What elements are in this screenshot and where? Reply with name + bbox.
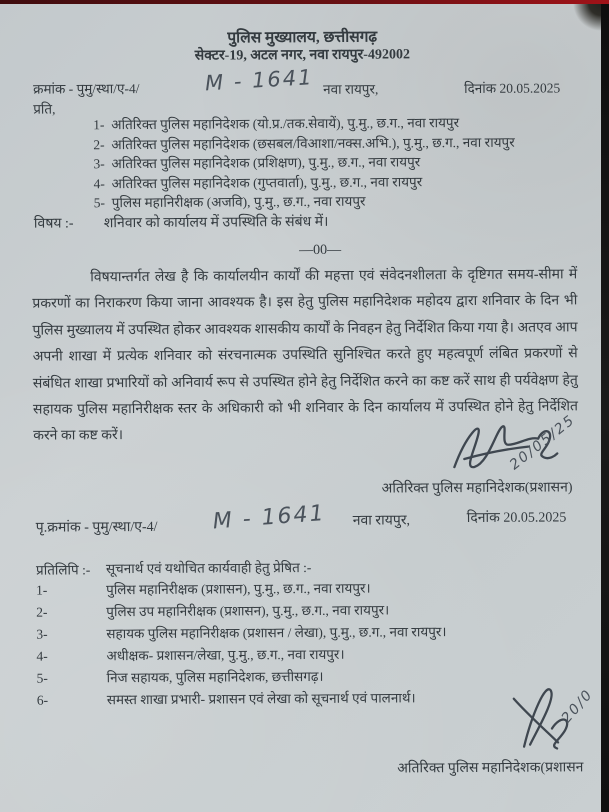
copy-item-number: 3- xyxy=(36,626,48,642)
copy-item-number: 2- xyxy=(36,604,48,620)
ref-place: नवा रायपुर, xyxy=(323,81,379,97)
copy-item-text: अधीक्षक- प्रशासन/लेखा, पु.मु., छ.ग., नवा रायपुर। xyxy=(106,646,345,664)
org-name: पुलिस मुख्यालय, छत्तीसगढ़ xyxy=(227,28,378,47)
copy-to-label: प्रतिलिपि :- xyxy=(35,562,91,578)
recipient-text: अतिरिक्त पुलिस महानिदेशक (गुप्तवार्ता), पु.मु., छ.ग., नवा रायपुर xyxy=(111,173,423,191)
body-paragraph: विषयान्तर्गत लेख है कि कार्यालयीन कार्यों की महत्ता एवं संवेदनशीलता के दृष्टिगत समय-सीमा में प्रकरणों का निराकरण किया जाना आवश्यक है। इस हेतु पुलिस महानिदेशक महोदय द्वारा शनिवार के दिन भी पुलिस मुख्यालय में उपस्थित होकर आवश्यक शासकीय कार्यों के निवहन हेतु निर्देशित किया गया है। अतएव आप अपनी शाखा में प्रत्येक शनिवार को संरचनात्मक उपस्थिति सुनिश्चित करते हुए महत्वपूर्ण लंबित प्रकरणों से संबंधित शाखा प्रभारियों को अनिवार्य रूप से उपस्थित होने हेतु निर्देशित करने का कष्ट करें साथ ही पर्यवेक्षण हेतु सहायक पुलिस महानिरीक्षक स्तर के अधिकारी को भी शनिवार के दिन कार्यालय में उपस्थित होने हेतु निर्देशित करने का कष्ट करें। xyxy=(32,267,579,445)
recipient-row xyxy=(94,172,423,192)
copy-to-intro: सूचनार्थ एवं यथोचित कार्यवाही हेतु प्रेषित :- xyxy=(105,559,312,577)
scan-top-red-edge xyxy=(0,0,609,4)
copy-item-text: पुलिस महानिरीक्षक (प्रशासन), पु.मु., छ.ग., नवा रायपुर। xyxy=(106,580,371,598)
copy-item-text: सहायक पुलिस महानिरीक्षक (प्रशासन / लेखा), पु.मु., छ.ग., नवा रायपुर। xyxy=(106,624,447,642)
signatory-designation-bottom: अतिरिक्त पुलिस महानिदेशक(प्रशासन xyxy=(397,760,584,777)
recipient-number: 5- xyxy=(93,195,106,211)
org-address: सेक्टर-19, अटल नगर, नवा रायपुर-492002 xyxy=(194,47,410,64)
signatory-designation: अतिरिक्त पुलिस महानिदेशक(प्रशासन) xyxy=(381,480,573,497)
scan-right-black-edge xyxy=(601,0,609,812)
recipient-number: 1- xyxy=(93,117,105,133)
recipient-text: पुलिस महानिरीक्षक (अजवि), पु.मु., छ.ग., नवा रायपुर xyxy=(111,193,366,211)
subject-label: विषय :- xyxy=(33,216,74,232)
recipient-number: 3- xyxy=(93,156,105,172)
recipient-text: अतिरिक्त पुलिस महानिदेशक (छसबल/विआशा/नक्स.अभि.), पु.मु., छ.ग., नवा रायपुर xyxy=(111,134,515,152)
ref-number-handwritten: M - 1641 xyxy=(204,65,315,96)
to-label: प्रति, xyxy=(33,101,56,117)
separator-mark: —00— xyxy=(299,242,342,259)
recipient-number: 4- xyxy=(93,175,105,191)
scan-corner-shadow xyxy=(573,3,601,33)
recipient-row xyxy=(94,192,366,212)
copy-item-number: 1- xyxy=(36,582,48,598)
copy-item-number: 5- xyxy=(36,670,48,686)
copy-item-text: पुलिस उप महानिरीक्षक (प्रशासन), पु.मु., छ.ग., नवा रायपुर। xyxy=(106,602,390,620)
recipient-row xyxy=(93,113,459,133)
signature-scribble-icon xyxy=(496,670,597,759)
ref-date: दिनांक 20.05.2025 xyxy=(464,80,561,97)
endorsement-date: दिनांक 20.05.2025 xyxy=(466,510,567,527)
recipient-number: 2- xyxy=(93,136,105,152)
ref-number-label: क्रमांक - पुमु/स्था/ए-4/ xyxy=(33,81,140,97)
copy-item-text: निज सहायक, पुलिस महानिदेशक, छत्तीसगढ़। xyxy=(106,668,324,686)
endorsement-number-label: पृ.क्रमांक - पुमु/स्था/ए-4/ xyxy=(35,519,158,536)
subject-text: शनिवार को कार्यालय में उपस्थिति के संबंध में। xyxy=(103,214,329,232)
copy-item-number: 4- xyxy=(36,648,48,664)
copy-item-number: 6- xyxy=(36,692,49,708)
recipient-row xyxy=(93,152,420,172)
copy-item-text: समस्त शाखा प्रभारी- प्रशासन एवं लेखा को सूचनार्थ एवं पालनार्थ। xyxy=(106,690,416,708)
recipient-text: अतिरिक्त पुलिस महानिदेशक (यो.प्र./तक.सेवायें), पु.मु., छ.ग., नवा रायपुर xyxy=(111,115,460,133)
recipient-row xyxy=(93,132,514,153)
endorsement-place: नवा रायपुर, xyxy=(352,513,411,529)
recipient-text: अतिरिक्त पुलिस महानिदेशक (प्रशिक्षण), पु.मु., छ.ग., नवा रायपुर xyxy=(111,154,421,172)
signature-date-handwritten: 20/05/25 xyxy=(506,411,579,474)
signature-date-handwritten: 20/0 xyxy=(558,686,597,727)
endorsement-number-handwritten: M - 1641 xyxy=(211,500,327,535)
